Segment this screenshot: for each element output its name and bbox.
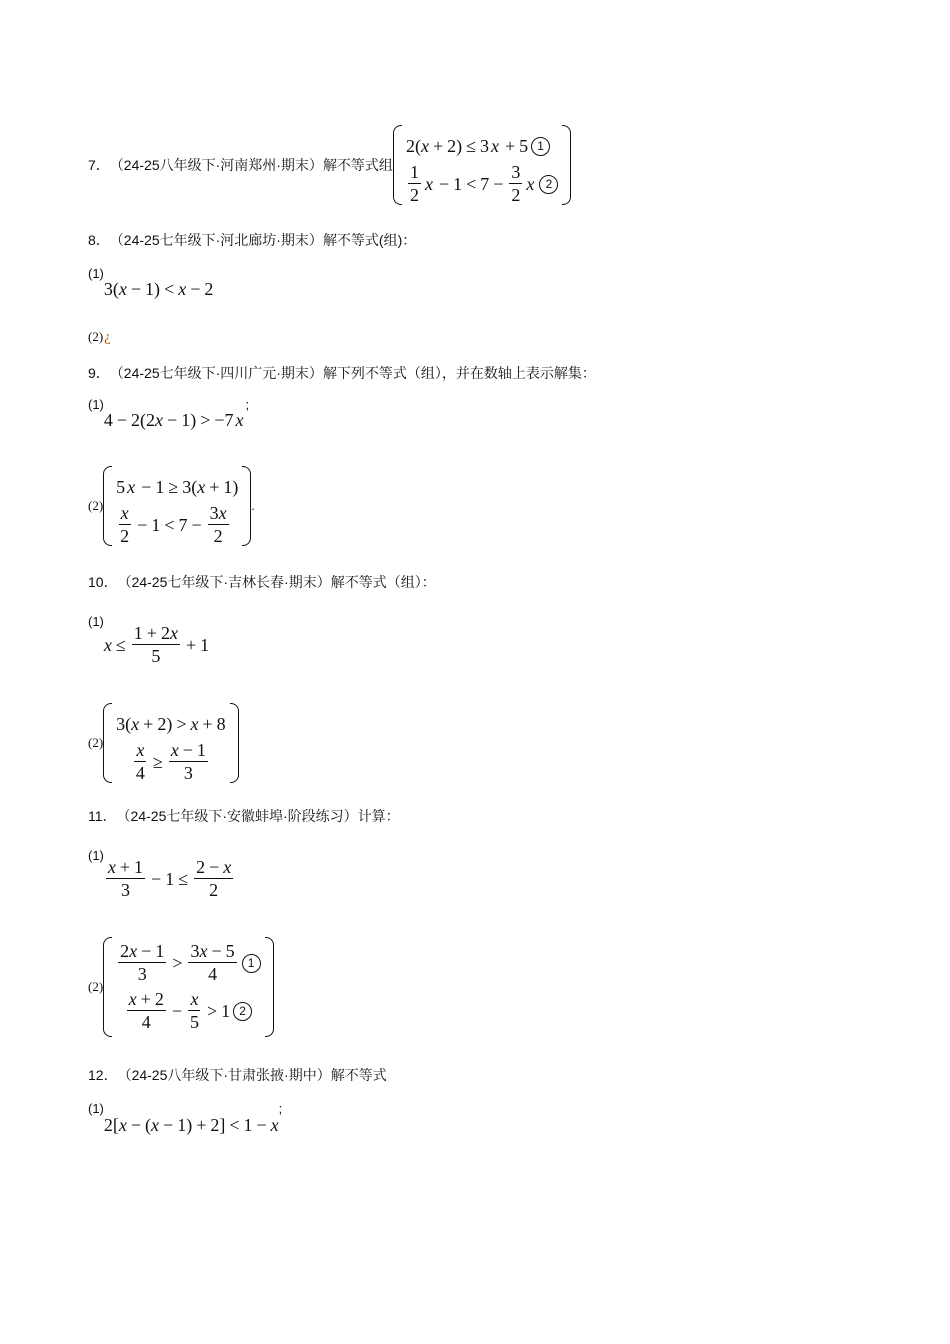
inequality-1: 5 x − 1 ≥ 3( x + 1) — [116, 476, 239, 497]
inequality-system — [103, 466, 251, 546]
inequality-system — [103, 703, 238, 783]
inequality-1: $\frac{2x - 1}{3}$ > $\frac{3x - 5}{4}$ 1 — [116, 939, 260, 987]
inequality-1: 3( x + 2) > x + 8 — [116, 713, 226, 734]
inequality-system — [393, 125, 571, 205]
inequality-1: 2( x + 2) ≤ 3 x + 5 1 — [406, 127, 558, 165]
question-prompt: 解不等式 — [330, 1067, 387, 1083]
part-label: (2) — [88, 735, 104, 750]
right-brace — [242, 466, 251, 546]
question-8-part-1: (1) 3( x − 1) < x − 2 — [88, 266, 214, 299]
question-10 — [88, 572, 436, 592]
inequality-2: $\frac{1}{2}$ x − 1 < 7 − $\frac{3}{2}$ x 2 — [406, 165, 558, 203]
right-brace — [265, 937, 274, 1037]
question-prompt: 解不等式组 — [322, 157, 393, 173]
question-8 — [88, 230, 416, 250]
circled-number-2: 2 — [233, 1002, 252, 1021]
part-label: (2) — [88, 979, 104, 994]
circled-number-1: 1 — [531, 137, 550, 156]
question-9-part-2 — [88, 462, 255, 550]
question-9-part-1: (1) 4 − 2(2 x − 1) > −7 x ; — [88, 397, 250, 430]
left-brace — [103, 937, 112, 1037]
question-source: （24-25八年级下·河南郑州·期末） — [109, 157, 323, 173]
question-11-part-1: (1) $\frac{x + 1}{3}$ − 1 ≤ $\frac{2 - x}{2}$ — [88, 848, 232, 900]
right-brace — [562, 125, 571, 205]
right-brace — [230, 703, 239, 783]
question-9 — [88, 363, 596, 383]
question-source: （24-25七年级下·河北廊坊·期末） — [109, 232, 323, 248]
inequality-2: $\frac{x}{4}$ ≥ $\frac{x - 1}{3}$ — [135, 740, 206, 783]
question-number: 9． — [88, 365, 110, 381]
question-10-part-2 — [88, 700, 239, 786]
question-number: 10． — [88, 574, 118, 590]
question-prompt: 解不等式(组)： — [322, 232, 417, 248]
left-brace — [103, 703, 112, 783]
question-source: （24-25八年级下·甘肃张掖·期中） — [117, 1067, 331, 1083]
part-tail: ; — [278, 1101, 283, 1116]
inequality-system — [103, 937, 273, 1037]
question-prompt: 计算： — [357, 808, 400, 824]
question-number: 12． — [88, 1067, 118, 1083]
question-number: 7． — [88, 157, 110, 173]
question-12-part-1: (1) 2[ x − ( x − 1) + 2] < 1 − x ; — [88, 1101, 283, 1135]
question-prompt: 解下列不等式（组），并在数轴上表示解集： — [322, 365, 596, 381]
question-12 — [88, 1065, 387, 1085]
question-10-part-1: (1) x ≤ $\frac{1 + 2x}{5}$ + 1 — [88, 614, 210, 666]
inequality-2: $\frac{x}{2}$ − 1 < 7 − $\frac{3x}{2}$ — [120, 503, 227, 546]
question-prompt: 解不等式（组）： — [330, 574, 436, 590]
left-brace — [393, 125, 402, 205]
question-source: （24-25七年级下·四川广元·期末） — [109, 365, 323, 381]
part-label: (1) — [88, 1101, 104, 1116]
circled-number-2: 2 — [539, 175, 558, 194]
question-source: （24-25七年级下·吉林长春·期末） — [117, 574, 331, 590]
question-11-part-2 — [88, 933, 274, 1041]
part-label: (1) — [88, 397, 104, 412]
question-number: 8． — [88, 232, 110, 248]
part-label: (2) — [88, 498, 104, 513]
circled-number-1: 1 — [242, 954, 261, 973]
part-label: (1) — [88, 614, 104, 629]
part-label: (1) — [88, 266, 104, 281]
part-label: (1) — [88, 848, 104, 863]
left-brace — [103, 466, 112, 546]
inequality-2: $\frac{x + 2}{4}$ − $\frac{x}{5}$ > 1 2 — [116, 987, 260, 1035]
question-8-part-2 — [88, 326, 111, 348]
broken-glyph: ¿ — [104, 328, 111, 345]
part-tail: . — [251, 498, 255, 513]
question-7 — [88, 122, 571, 208]
question-source: （24-25七年级下·安徽蚌埠·阶段练习） — [116, 808, 358, 824]
part-label: (2) — [88, 329, 104, 344]
question-11 — [88, 806, 400, 826]
part-tail: ; — [245, 397, 250, 412]
question-number: 11． — [88, 808, 117, 824]
